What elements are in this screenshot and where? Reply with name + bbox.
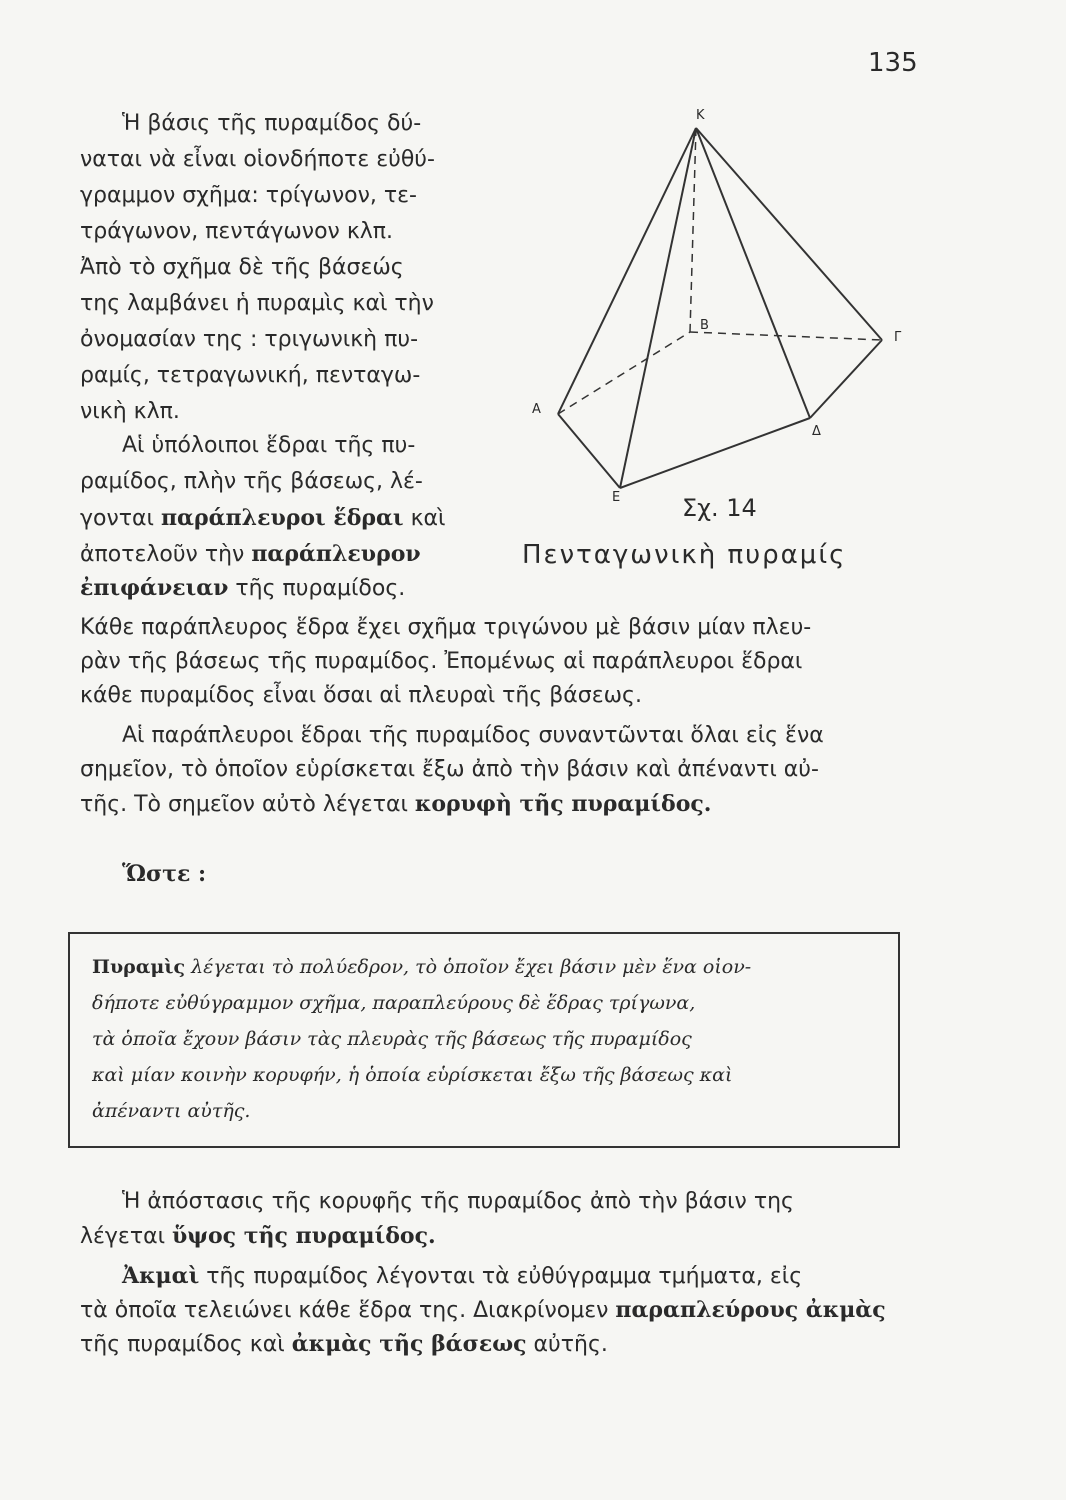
text-line: σημεῖον, τὸ ὁποῖον εὑρίσκεται ἔξω ἀπὸ τὴν βάσιν καὶ ἀπέναντι αὐ- (80, 757, 819, 782)
edge-KE (620, 128, 696, 488)
page-number: 135 (868, 48, 918, 78)
text-line: Αἱ ὑπόλοιποι ἕδραι τῆς πυ- (122, 433, 416, 458)
text-line: Ἡ ἀπόστασις τῆς κορυφῆς τῆς πυραμίδος ἀπὸ τὴν βάσιν της (122, 1189, 794, 1214)
text-line: ὀνομασίαν της : τριγωνικὴ πυ- (80, 327, 419, 352)
bold-term: παράπλευρον (251, 541, 421, 567)
text-line: τῆς πυραμίδος καὶ ἀκμὰς τῆς βάσεως αὐτῆς. (80, 1331, 608, 1357)
definition-term: Πυραμὶς (92, 956, 186, 978)
text-line: Αἱ παράπλευροι ἕδραι τῆς πυραμίδος συναντῶνται ὅλαι εἰς ἕνα (122, 723, 824, 748)
figure-caption: Σχ. 14 (682, 494, 757, 522)
edge-KA (558, 128, 696, 414)
text-line: Ἀπὸ τὸ σχῆμα δὲ τῆς βάσεώς (80, 255, 404, 280)
text-line: ἀποτελοῦν τὴν παράπλευρον (80, 541, 421, 567)
label-D: Δ (812, 424, 821, 439)
text-line: Ἀκμαὶ τῆς πυραμίδος λέγονται τὰ εὐθύγραμμα τμήματα, εἰς (122, 1263, 803, 1289)
text-line: της λαμβάνει ἡ πυραμὶς καὶ τὴν (80, 291, 434, 316)
text-line: τὰ ὁποῖα τελειώνει κάθε ἕδρα της. Διακρίνομεν παραπλεύρους ἀκμὰς (80, 1297, 886, 1323)
definition-line: καὶ μίαν κοινὴν κορυφήν, ἡ ὁποία εὑρίσκεται ἔξω τῆς βάσεως καὶ (92, 1064, 733, 1086)
label-B: Β (700, 318, 709, 333)
bold-term: ὕψος τῆς πυραμίδος. (172, 1223, 436, 1249)
label-G: Γ (894, 330, 902, 345)
text-line: Ἡ βάσις τῆς πυραμίδος δύ- (122, 111, 422, 136)
bold-term: ἀκμὰς τῆς βάσεως (291, 1331, 527, 1357)
text-line: τράγωνον, πεντάγωνον κλπ. (80, 219, 394, 244)
edge-ED (620, 418, 810, 488)
label-K: Κ (696, 108, 705, 123)
definition-line: δήποτε εὐθύγραμμον σχῆμα, παραπλεύρους δὲ ἕδρας τρίγωνα, (92, 992, 696, 1014)
text-line: ρὰν τῆς βάσεως τῆς πυραμίδος. Ἐπομένως αἱ παράπλευροι ἕδραι (80, 649, 803, 674)
label-E: Ε (612, 490, 621, 505)
bold-term: κορυφὴ τῆς πυραμίδος. (414, 791, 712, 817)
hoste-heading: Ὥστε : (122, 861, 207, 887)
definition-line: Πυραμὶς λέγεται τὸ πολύεδρον, τὸ ὁποῖον ἔχει βάσιν μὲν ἕνα οἱον- (92, 956, 752, 978)
bold-term: Ἀκμαὶ (122, 1263, 200, 1289)
text-line: ἐπιφάνειαν τῆς πυραμίδος. (80, 575, 406, 601)
text-line: λέγεται ὕψος τῆς πυραμίδος. (80, 1223, 436, 1249)
pyramid-figure (520, 100, 920, 520)
edge-KG (696, 128, 882, 340)
label-A: Α (532, 402, 541, 417)
text-line: νικὴ κλπ. (80, 399, 180, 424)
definition-line: τὰ ὁποῖα ἔχουν βάσιν τὰς πλευρὰς τῆς βάσεως τῆς πυραμίδος (92, 1028, 692, 1050)
figure-title: Πενταγωνικὴ πυραμίς (522, 540, 847, 570)
text-line: τῆς. Τὸ σημεῖον αὐτὸ λέγεται κορυφὴ τῆς πυραμίδος. (80, 791, 712, 817)
text-line: Κάθε παράπλευρος ἕδρα ἔχει σχῆμα τριγώνου μὲ βάσιν μίαν πλευ- (80, 615, 812, 640)
edge-AE (558, 414, 620, 488)
text-line: ναται νὰ εἶναι οἱονδήποτε εὐθύ- (80, 147, 435, 172)
text-line: γραμμον σχῆμα: τρίγωνον, τε- (80, 183, 417, 208)
definition-box (68, 932, 900, 1148)
text-line: γονται παράπλευροι ἕδραι καὶ (80, 505, 446, 531)
text-line: ραμίς, τετραγωνική, πενταγω- (80, 363, 421, 388)
edge-KD (696, 128, 810, 418)
text-line: κάθε πυραμίδος εἶναι ὅσαι αἱ πλευραὶ τῆς βάσεως. (80, 683, 642, 708)
definition-line: ἀπέναντι αὐτῆς. (92, 1100, 251, 1122)
edge-KB-hidden (690, 128, 696, 332)
bold-term: ἐπιφάνειαν (80, 575, 229, 601)
bold-term: παράπλευροι ἕδραι (160, 505, 404, 531)
edge-DG (810, 340, 882, 418)
bold-term: παραπλεύρους ἀκμὰς (615, 1297, 886, 1323)
edge-BG-hidden (690, 332, 882, 340)
text-line: ραμίδος, πλὴν τῆς βάσεως, λέ- (80, 469, 423, 494)
